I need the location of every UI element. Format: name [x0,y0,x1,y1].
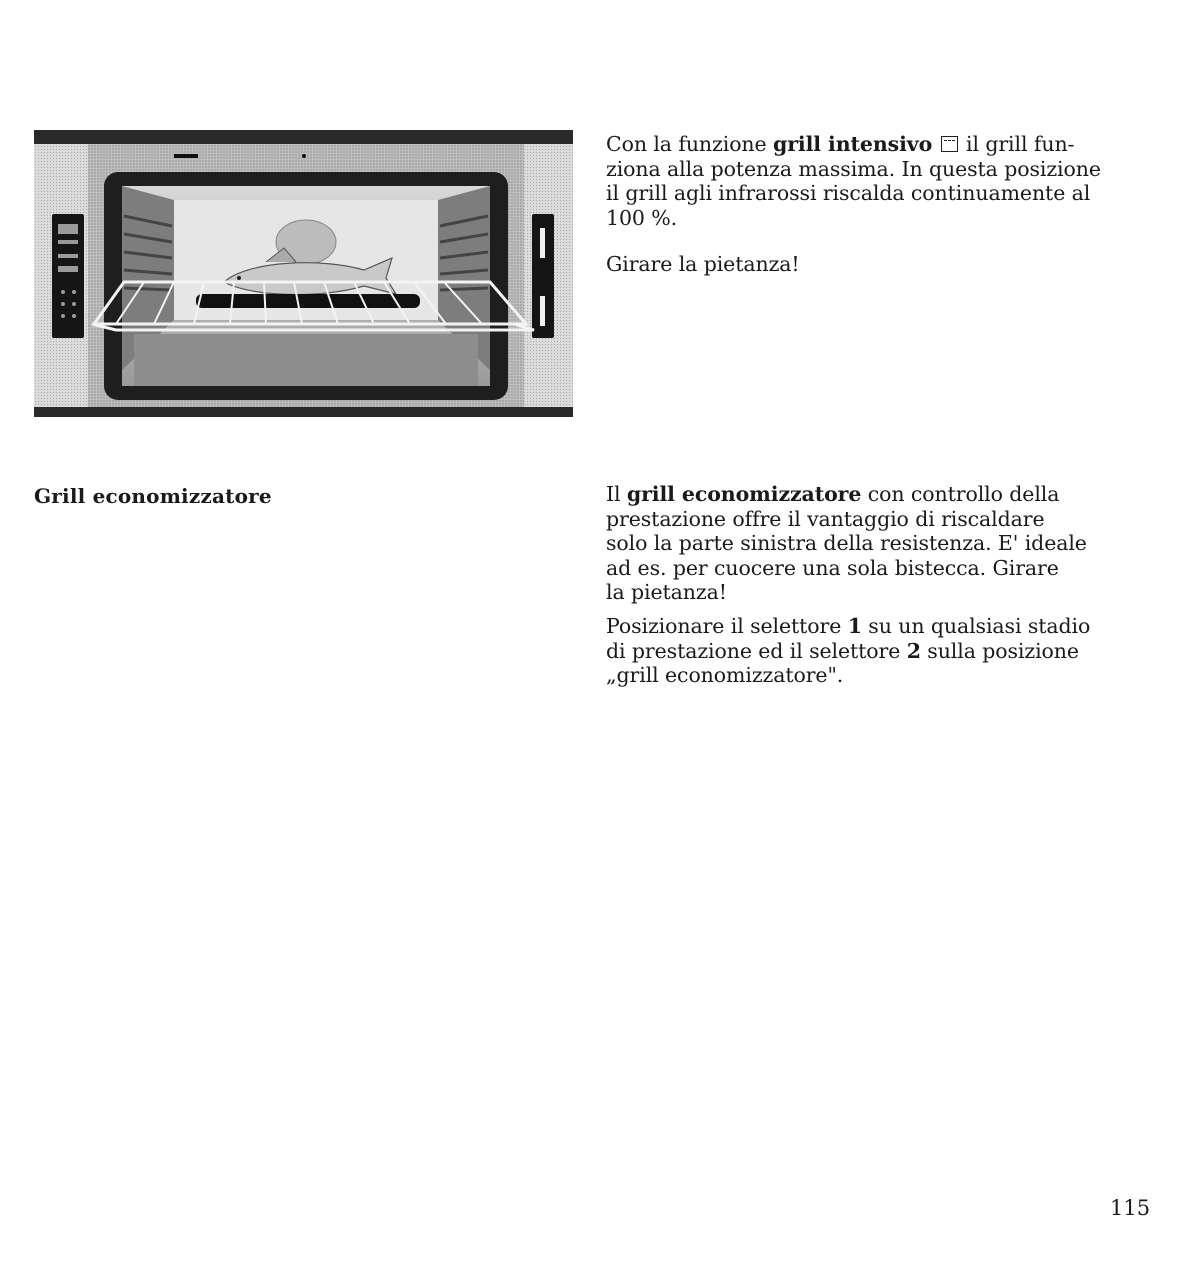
economizer-paragraph: Il grill economizzatore con controllo della prestazione offre il vantaggio di riscaldare solo la parte sinistra della resistenza. E' ideale ad es. per cuocere una sola bistecca. Girare la pietanza! [606,482,1087,604]
intro-paragraph: Con la funzione grill intensivo il grill fun- ziona alla potenza massima. In questa posizione il grill agli infrarossi riscalda continuamente al 100 %. [606,132,1101,230]
selector-paragraph: Posizionare il selettore 1 su un qualsiasi stadio di prestazione ed il selettore 2 sulla posizione „grill economizzatore". [606,614,1091,687]
selector-2-number: 2 [906,638,921,663]
oven-illustration [34,130,573,417]
term-grill-intensivo: grill intensivo [773,132,933,156]
page-number: 115 [1110,1196,1151,1220]
section-heading: Grill economizzatore [34,484,272,508]
grill-intensive-symbol-icon [941,136,958,152]
instruction-paragraph: Girare la pietanza! [606,252,800,276]
selector-1-number: 1 [847,614,862,638]
term-grill-economizzatore: grill economizzatore [626,482,862,506]
